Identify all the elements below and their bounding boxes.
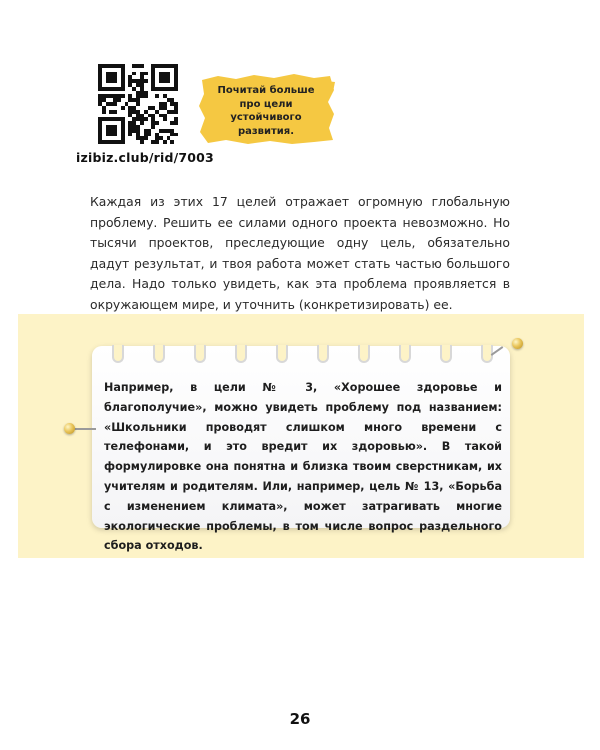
binder-ring-icon <box>317 345 329 363</box>
qr-url[interactable]: izibiz.club/rid/7003 <box>76 150 214 165</box>
binder-ring-icon <box>358 345 370 363</box>
binder-ring-icon <box>440 345 452 363</box>
binder-ring-icon <box>235 345 247 363</box>
qr-block <box>76 64 214 165</box>
qr-code-icon <box>98 64 178 144</box>
page-number: 26 <box>289 710 311 728</box>
note-text: Например, в цели № 3, «Хорошее здоровье и благополучие», можно увидеть проблему под названием: «Школьники проводят слишком много времени с телефонами, и это вредит их здоровью». В такой формулировке она понятна и близка твоим сверстникам, их учителям и родителям. Или, например, цель № 13, «Борьба с изменением климата», может затрагивать многие экологические проблемы, в том числе вопрос раздельного сбора отходов. <box>104 381 502 553</box>
binder-ring-icon <box>276 345 288 363</box>
binder-ring-icon <box>153 345 165 363</box>
note-text-block <box>104 378 502 556</box>
callout-brush <box>196 72 336 146</box>
binder-ring-icon <box>194 345 206 363</box>
binder-ring-icon <box>112 345 124 363</box>
intro-paragraph <box>90 192 510 315</box>
intro-text: Каждая из этих 17 целей отражает огромную глобальную проблему. Решить ее силами одного проекта невозможно. Но тысячи проектов, преследующие одну цель, обязательно дадут результат, и твоя работа может стать частью большого дела. Надо только увидеть, как эта проблема проявляется в окружающем мире, и уточнить (конкретизировать) ее. <box>90 194 510 312</box>
callout-text: Почитай больше про цели устойчивого развития. <box>217 85 315 137</box>
binder-rings <box>112 345 512 365</box>
binder-ring-icon <box>399 345 411 363</box>
